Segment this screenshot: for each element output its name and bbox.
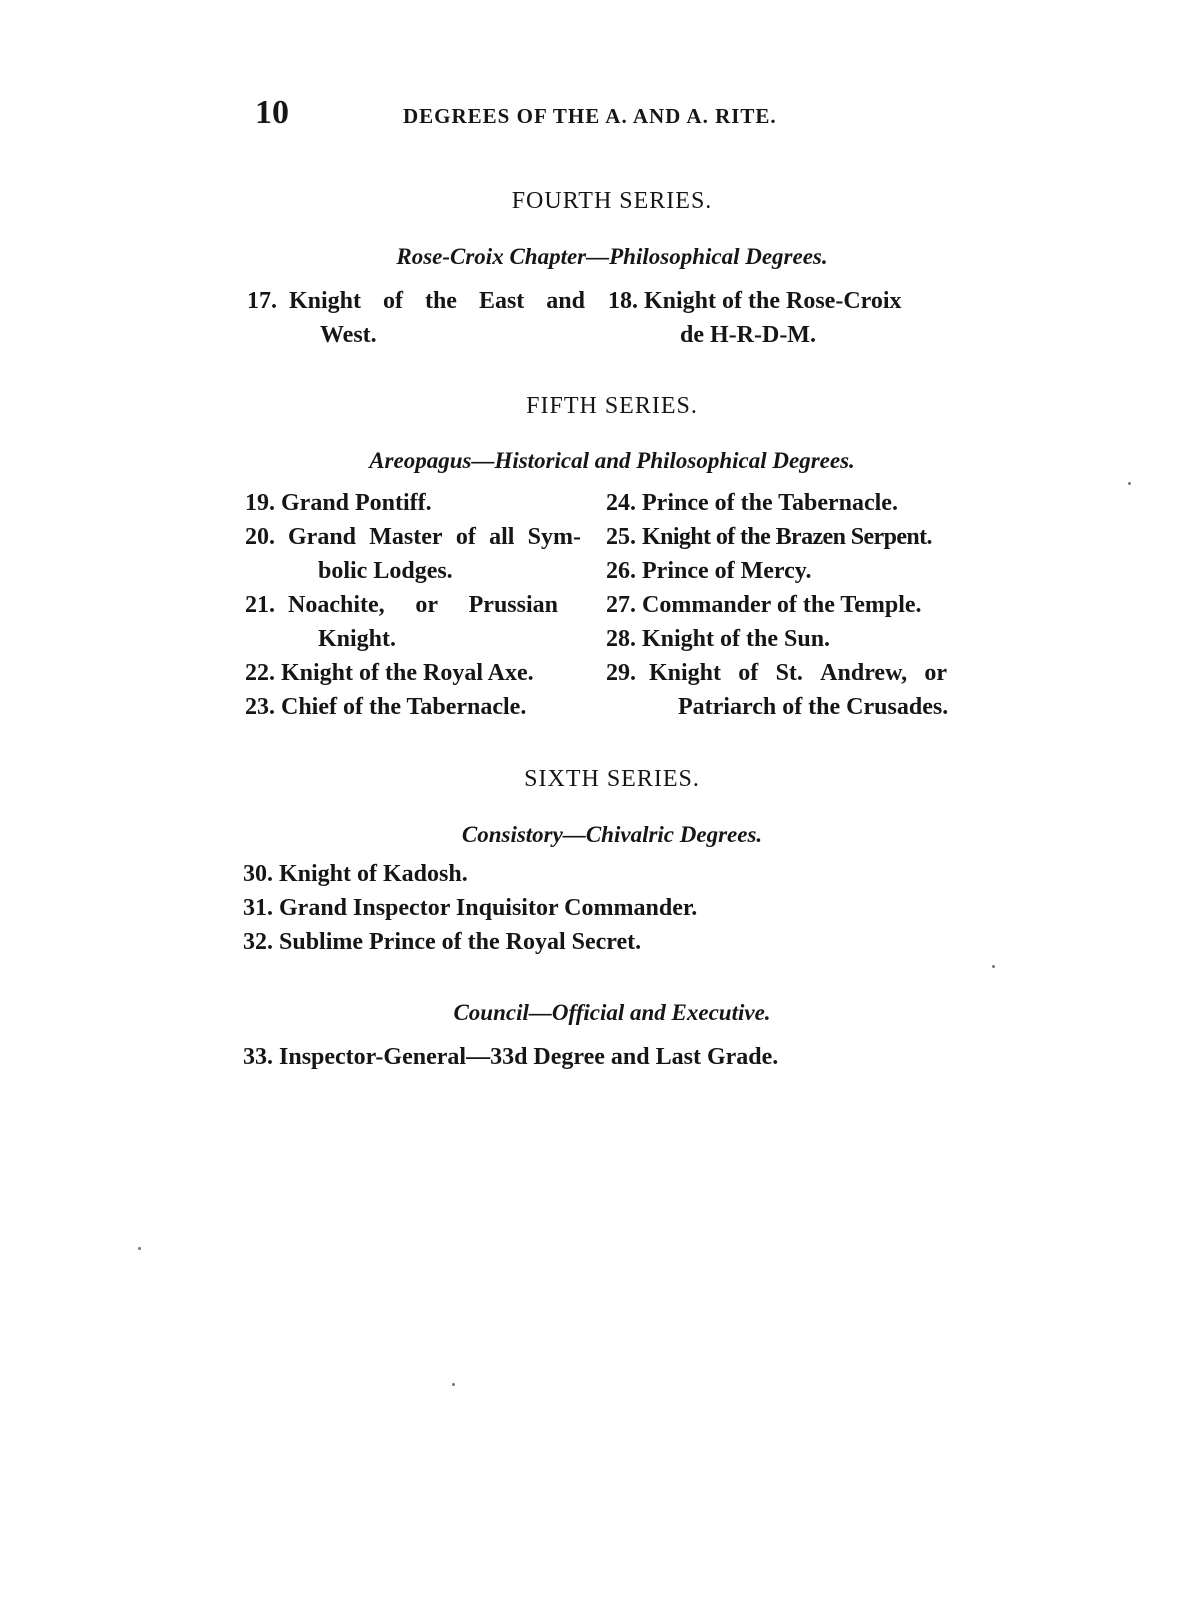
list-item-29: 29. <box>606 660 636 686</box>
list-item-30: 30. Knight of Kadosh. <box>243 861 468 887</box>
list-item-32: 32. Sublime Prince of the Royal Secret. <box>243 929 642 955</box>
sixth-series-subheading: Consistory—Chivalric Degrees. <box>461 822 763 847</box>
list-item-20-continuation: bolic Lodges. <box>318 558 453 584</box>
running-head: DEGREES OF THE A. AND A. RITE. <box>403 104 777 128</box>
list-item-31: 31. Grand Inspector Inquisitor Commander. <box>243 895 698 921</box>
scan-speck <box>1128 482 1131 485</box>
fifth-series-subheading: Areopagus—Historical and Philosophical Degrees. <box>369 448 855 473</box>
list-item-19: 19. Grand Pontiff. <box>245 490 432 516</box>
list-item-17-continuation: West. <box>320 322 377 348</box>
list-item-26: 26. Prince of Mercy. <box>606 558 812 584</box>
sixth-series-heading: SIXTH SERIES. <box>524 766 700 792</box>
list-item-22: 22. Knight of the Royal Axe. <box>245 660 534 686</box>
fifth-series-heading: FIFTH SERIES. <box>526 393 698 419</box>
list-item-33: 33. Inspector-General—33d Degree and Last Grade. <box>243 1044 779 1070</box>
list-item-25: 25. Knight of the Brazen Serpent. <box>606 524 932 550</box>
list-item-28: 28. Knight of the Sun. <box>606 626 831 652</box>
item-number: 18. <box>608 288 638 314</box>
page-number: 10 <box>255 94 289 131</box>
page-header <box>255 94 855 134</box>
list-item-20-text: Grand Master of all Sym- <box>288 524 581 550</box>
fourth-series-heading: FOURTH SERIES. <box>511 188 713 214</box>
item-text: Knight of the Rose-Croix <box>644 288 902 314</box>
list-item-17 <box>247 284 277 318</box>
council-subheading: Council—Official and Executive. <box>453 1000 771 1025</box>
scan-speck <box>992 965 995 968</box>
list-item-17-text: Knight of the East and <box>289 288 585 314</box>
list-item-20: 20. <box>245 524 275 550</box>
list-item-29-text: Knight of St. Andrew, or <box>649 660 947 686</box>
fourth-series-subheading: Rose-Croix Chapter—Philosophical Degrees. <box>396 244 828 269</box>
list-item-24: 24. Prince of the Tabernacle. <box>606 490 898 516</box>
list-item-18-continuation: de H-R-D-M. <box>680 322 816 348</box>
list-item-21-text: Noachite, or Prussian <box>288 592 558 618</box>
list-item-27: 27. Commander of the Temple. <box>606 592 922 618</box>
scan-speck <box>452 1383 455 1386</box>
list-item-29-continuation: Patriarch of the Crusades. <box>678 694 949 720</box>
list-item-21: 21. <box>245 592 275 618</box>
list-item-23: 23. Chief of the Tabernacle. <box>245 694 527 720</box>
list-item-21-continuation: Knight. <box>318 626 397 652</box>
list-item-18 <box>608 284 902 318</box>
scan-speck <box>138 1247 141 1250</box>
item-number: 17. <box>247 288 277 314</box>
